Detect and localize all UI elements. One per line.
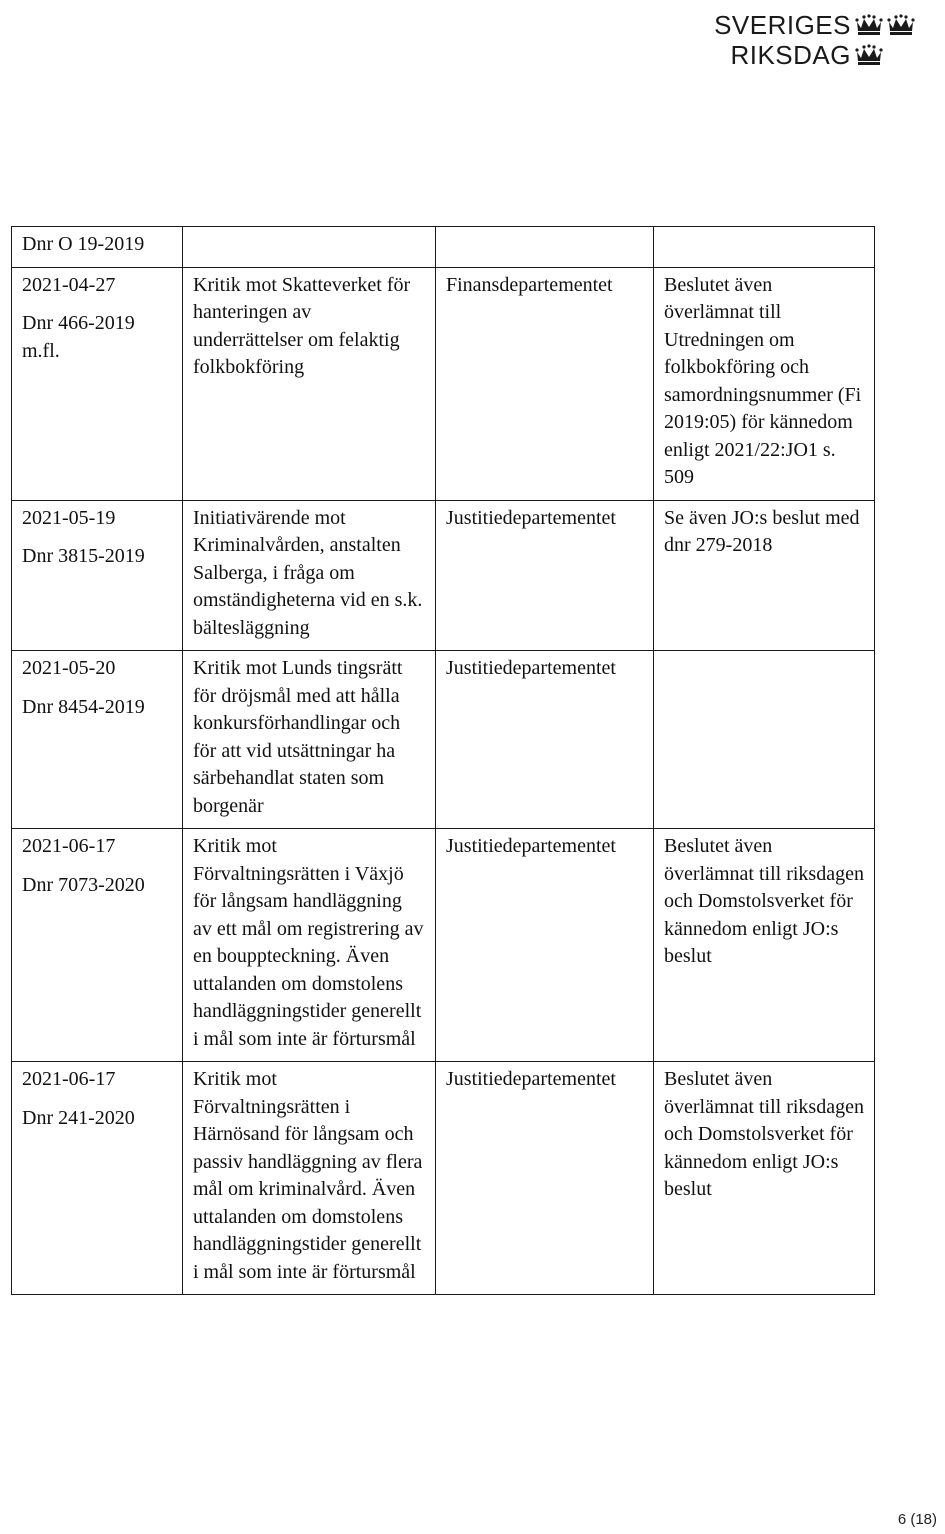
crown-icon bbox=[855, 44, 883, 66]
case-cell bbox=[12, 829, 183, 1062]
logo-text-sveriges: SVERIGES bbox=[714, 10, 851, 40]
decision-date: 2021-04-27 bbox=[22, 273, 116, 296]
case-cell bbox=[12, 500, 183, 651]
case-number: Dnr 466-2019 m.fl. bbox=[22, 312, 135, 362]
description-cell: Kritik mot Förvaltningsrätten i Växjö för långsam handläggning av ett mål om registrering av en bouppteckning. Även uttalanden om domstolens handläggningstider generellt i mål som inte är förtursmål bbox=[183, 829, 436, 1062]
case-cell bbox=[12, 1062, 183, 1295]
decision-date: 2021-05-20 bbox=[22, 657, 116, 679]
crown-icon bbox=[887, 14, 915, 36]
decision-date: 2021-06-17 bbox=[22, 1068, 116, 1090]
table-row bbox=[12, 1062, 875, 1295]
note-cell: Se även JO:s beslut med dnr 279-2018 bbox=[654, 500, 875, 651]
note-cell: Beslutet även överlämnat till riksdagen och Domstolsverket för kännedom enligt JO:s beslut bbox=[654, 829, 875, 1062]
case-number: Dnr 3815-2019 bbox=[22, 545, 145, 567]
description-cell: Kritik mot Skatteverket för hanteringen av underrättelser om felaktig folkbokföring bbox=[183, 267, 436, 500]
note-cell bbox=[654, 651, 875, 829]
note-cell: Beslutet även överlämnat till riksdagen och Domstolsverket för kännedom enligt JO:s beslut bbox=[654, 1062, 875, 1295]
table-row bbox=[12, 651, 875, 829]
decisions-table bbox=[11, 226, 875, 1295]
case-number: Dnr 241-2020 bbox=[22, 1106, 135, 1129]
table-row bbox=[12, 500, 875, 651]
page-number: 6 (18) bbox=[897, 1511, 937, 1528]
table-row bbox=[12, 267, 875, 500]
case-cell bbox=[12, 651, 183, 829]
note-cell bbox=[654, 227, 875, 268]
department-cell: Justitiedepartementet bbox=[436, 829, 654, 1062]
crown-icon bbox=[855, 14, 883, 36]
note-cell: Beslutet även överlämnat till Utredningen om folkbokföring och samordningsnummer (Fi 2019:05) för kännedom enligt 2021/22:JO1 s. 509 bbox=[654, 267, 875, 500]
case-cell bbox=[12, 227, 183, 268]
description-cell: Kritik mot Förvaltningsrätten i Härnösand för långsam och passiv handläggning av flera mål om kriminalvård. Även uttalanden om domstolens handläggningstider generellt i mål som inte är förtursmål bbox=[183, 1062, 436, 1295]
case-number: Dnr O 19-2019 bbox=[22, 233, 145, 255]
case-number: Dnr 7073-2020 bbox=[22, 873, 145, 896]
department-cell: Finansdepartementet bbox=[436, 267, 654, 500]
decision-date: 2021-05-19 bbox=[22, 506, 116, 529]
description-cell: Initiativärende mot Kriminalvården, anstalten Salberga, i fråga om omständigheterna vid en s.k. bältesläggning bbox=[183, 500, 436, 651]
department-cell: Justitiedepartementet bbox=[436, 651, 654, 829]
table-row bbox=[12, 227, 875, 268]
riksdag-logo bbox=[714, 10, 915, 70]
decision-date: 2021-06-17 bbox=[22, 835, 116, 857]
description-cell bbox=[183, 227, 436, 268]
description-cell: Kritik mot Lunds tingsrätt för dröjsmål med att hålla konkursförhandlingar och för att vid utsättningar ha särbehandlat staten som borgenär bbox=[183, 651, 436, 829]
logo-text-riksdag: RIKSDAG bbox=[730, 40, 851, 70]
department-cell: Justitiedepartementet bbox=[436, 500, 654, 651]
case-number: Dnr 8454-2019 bbox=[22, 695, 145, 718]
department-cell: Justitiedepartementet bbox=[436, 1062, 654, 1295]
table-row bbox=[12, 829, 875, 1062]
department-cell bbox=[436, 227, 654, 268]
case-cell bbox=[12, 267, 183, 500]
